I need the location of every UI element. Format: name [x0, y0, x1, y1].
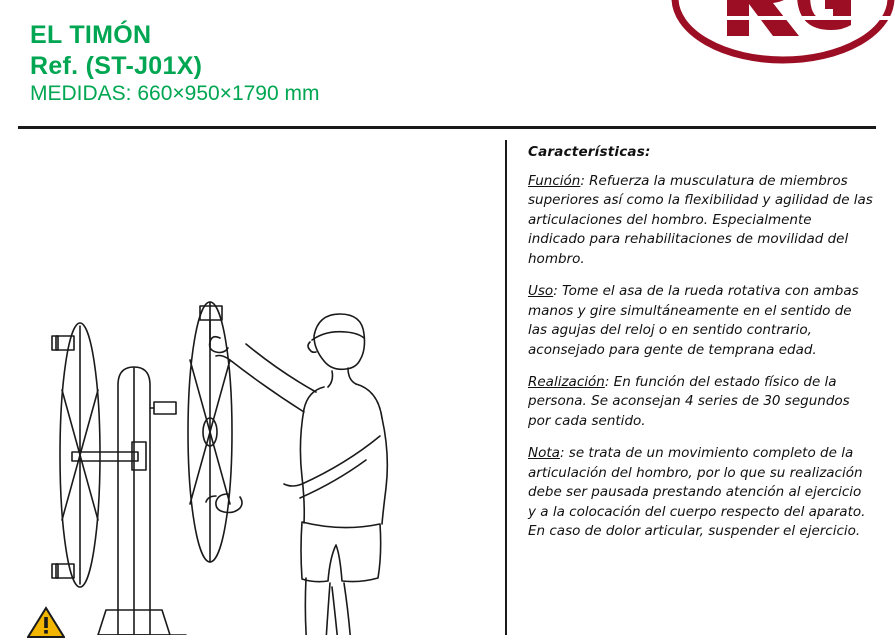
characteristic-separator-realizacion: :: [604, 373, 610, 390]
page-header: [0, 0, 895, 124]
title-block: [30, 20, 320, 107]
product-illustration: [14, 140, 494, 635]
characteristics-heading: Características:: [528, 144, 651, 160]
page-title: EL TIMÓN: [30, 21, 152, 49]
characteristic-label-uso: Uso: [528, 283, 554, 300]
characteristic-text-uso: Tome el asa de la rueda rotativa con ambas manos y gire simultáneamente en el sentido de las agujas del reloj o en sentido contrario, aconsejado para gente de temprana edad.: [528, 283, 859, 358]
characteristic-separator-funcion: :: [580, 173, 585, 189]
characteristic-text-funcion: Refuerza la musculatura de miembros superiores así como la flexibilidad y agilidad de las articulaciones del hombro. Especialmente indicado para rehabilitaciones de movilidad del hombro.: [528, 173, 873, 267]
characteristic-uso: [528, 282, 873, 360]
characteristic-text-nota: se trata de un movimiento completo de la articulación del hombro, por lo que su realización debe ser pausada prestando atención al ejercicio y a la colocación del cuerpo respecto del aparato. En caso de dolor articular, suspender el ejercicio.: [528, 445, 866, 539]
characteristics-panel: [528, 144, 873, 554]
brand-logo-icon: [665, 0, 895, 72]
characteristic-label-realizacion: Realización: [528, 373, 605, 390]
warning-triangle-icon: [27, 606, 65, 638]
characteristic-text-realizacion: En función del estado físico de la persona. Se aconsejan 4 series de 30 segundos por cada sentido.: [528, 373, 850, 429]
characteristic-separator-uso: :: [553, 283, 558, 300]
characteristic-label-funcion: Función: [528, 173, 581, 189]
header-divider: [18, 126, 876, 129]
characteristic-realizacion: [528, 373, 873, 431]
product-reference: Ref. (ST-J01X): [30, 51, 203, 80]
characteristic-label-nota: Nota: [528, 445, 560, 462]
characteristic-funcion: [528, 172, 873, 269]
product-measures: MEDIDAS: 660×950×1790 mm: [30, 82, 320, 105]
characteristic-nota: [528, 444, 873, 541]
characteristic-separator-nota: :: [559, 445, 565, 462]
column-divider: [505, 140, 507, 635]
